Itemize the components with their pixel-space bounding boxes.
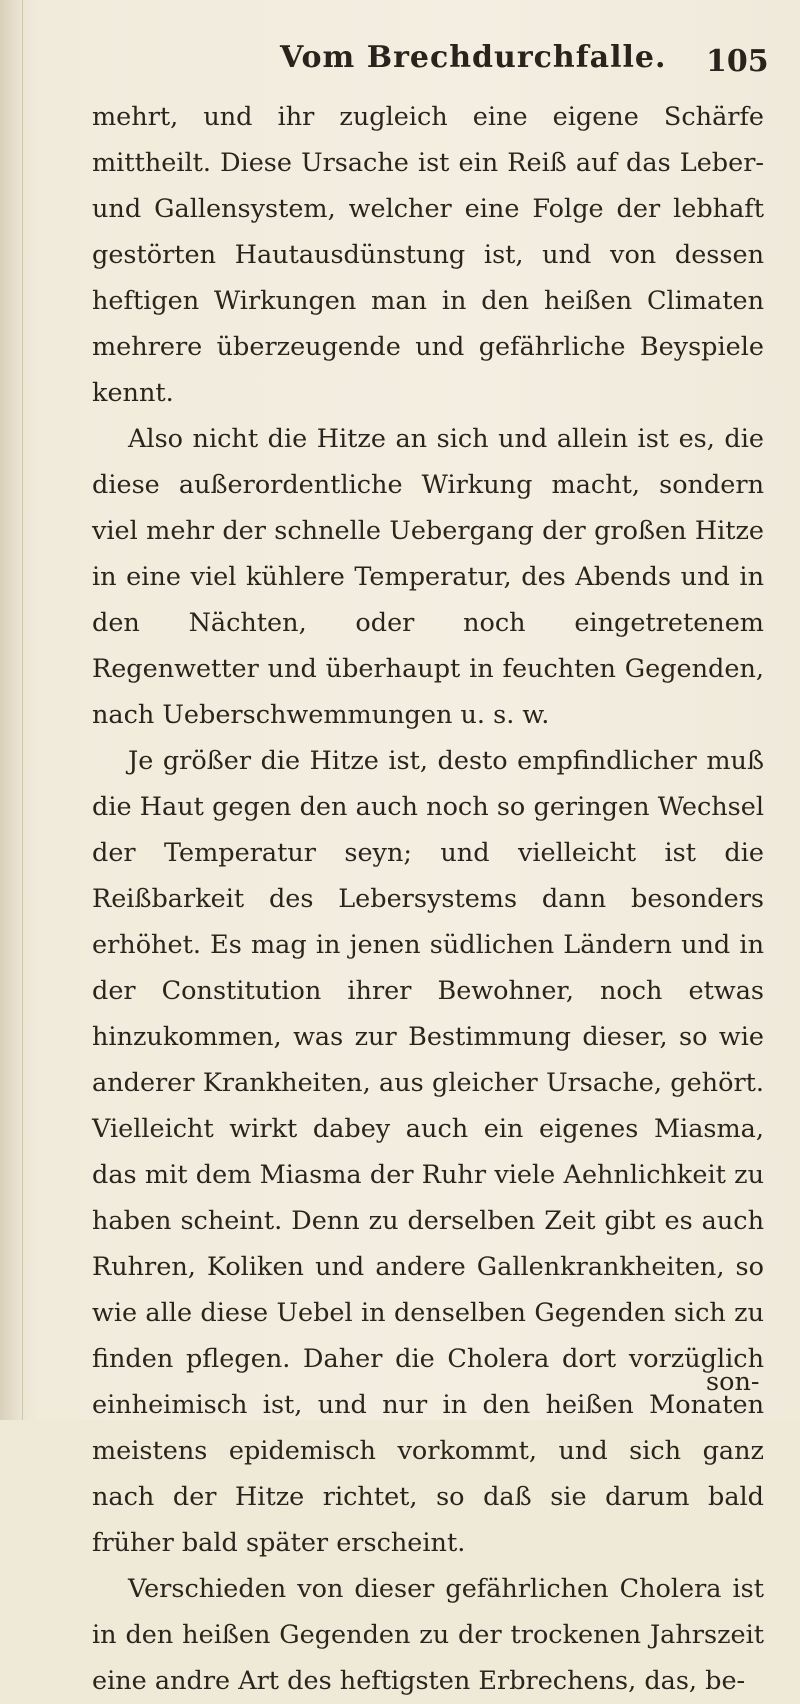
paragraph: Verschieden von dieser gefährlichen Cholera ist in den heißen Gegenden zu der trockenen Jahrszeit eine andre Art des heftigsten Erbrechens, das, be-	[92, 1574, 764, 1696]
page-gutter	[0, 0, 23, 1420]
page-header	[0, 36, 800, 86]
running-head: Vom Brechdurchfalle.	[280, 40, 667, 75]
catchword: son-	[706, 1367, 760, 1397]
paragraph: Also nicht die Hitze an sich und allein ist es, die diese außerordentliche Wirkung macht, sondern viel mehr der schnelle Uebergang der großen Hitze in eine viel kühlere Temperatur, des Abends und in den Nächten, oder noch eingetretenem Regenwetter und überhaupt in feuchten Gegenden, nach Ueberschwemmungen u. s. w.	[92, 424, 764, 730]
paragraph: Je größer die Hitze ist, desto empfindlicher muß die Haut gegen den auch noch so geringen Wechsel der Temperatur seyn; und vielleicht ist die Reißbarkeit des Lebersystems dann besonders erhöhet. Es mag in jenen südlichen Ländern und in der Constitution ihrer Bewohner, noch etwas hinzukommen, was zur Bestimmung dieser, so wie anderer Krankheiten, aus gleicher Ursache, gehört. Vielleicht wirkt dabey auch ein eigenes Miasma, das mit dem Miasma der Ruhr viele Aehnlichkeit zu haben scheint. Denn zu derselben Zeit gibt es auch Ruhren, Koliken und andere Gallenkrankheiten, so wie alle diese Uebel in denselben Gegenden sich zu finden pflegen. Daher die Cholera dort vorzüglich einheimisch ist, und nur in den heißen Monaten meistens epidemisch vorkommt, und sich ganz nach der Hitze richtet, so daß sie darum bald früher bald später erscheint.	[92, 746, 764, 1558]
page-number: 105	[706, 44, 769, 79]
paragraph: mehrt, und ihr zugleich eine eigene Schärfe mittheilt. Diese Ursache ist ein Reiß auf das Leber- und Gallensystem, welcher eine Folge der lebhaft gestörten Hautausdünstung ist, und von dessen heftigen Wirkungen man in den heißen Climaten mehrere überzeugende und gefährliche Beyspiele kennt.	[92, 102, 764, 408]
body-text	[92, 94, 764, 1704]
